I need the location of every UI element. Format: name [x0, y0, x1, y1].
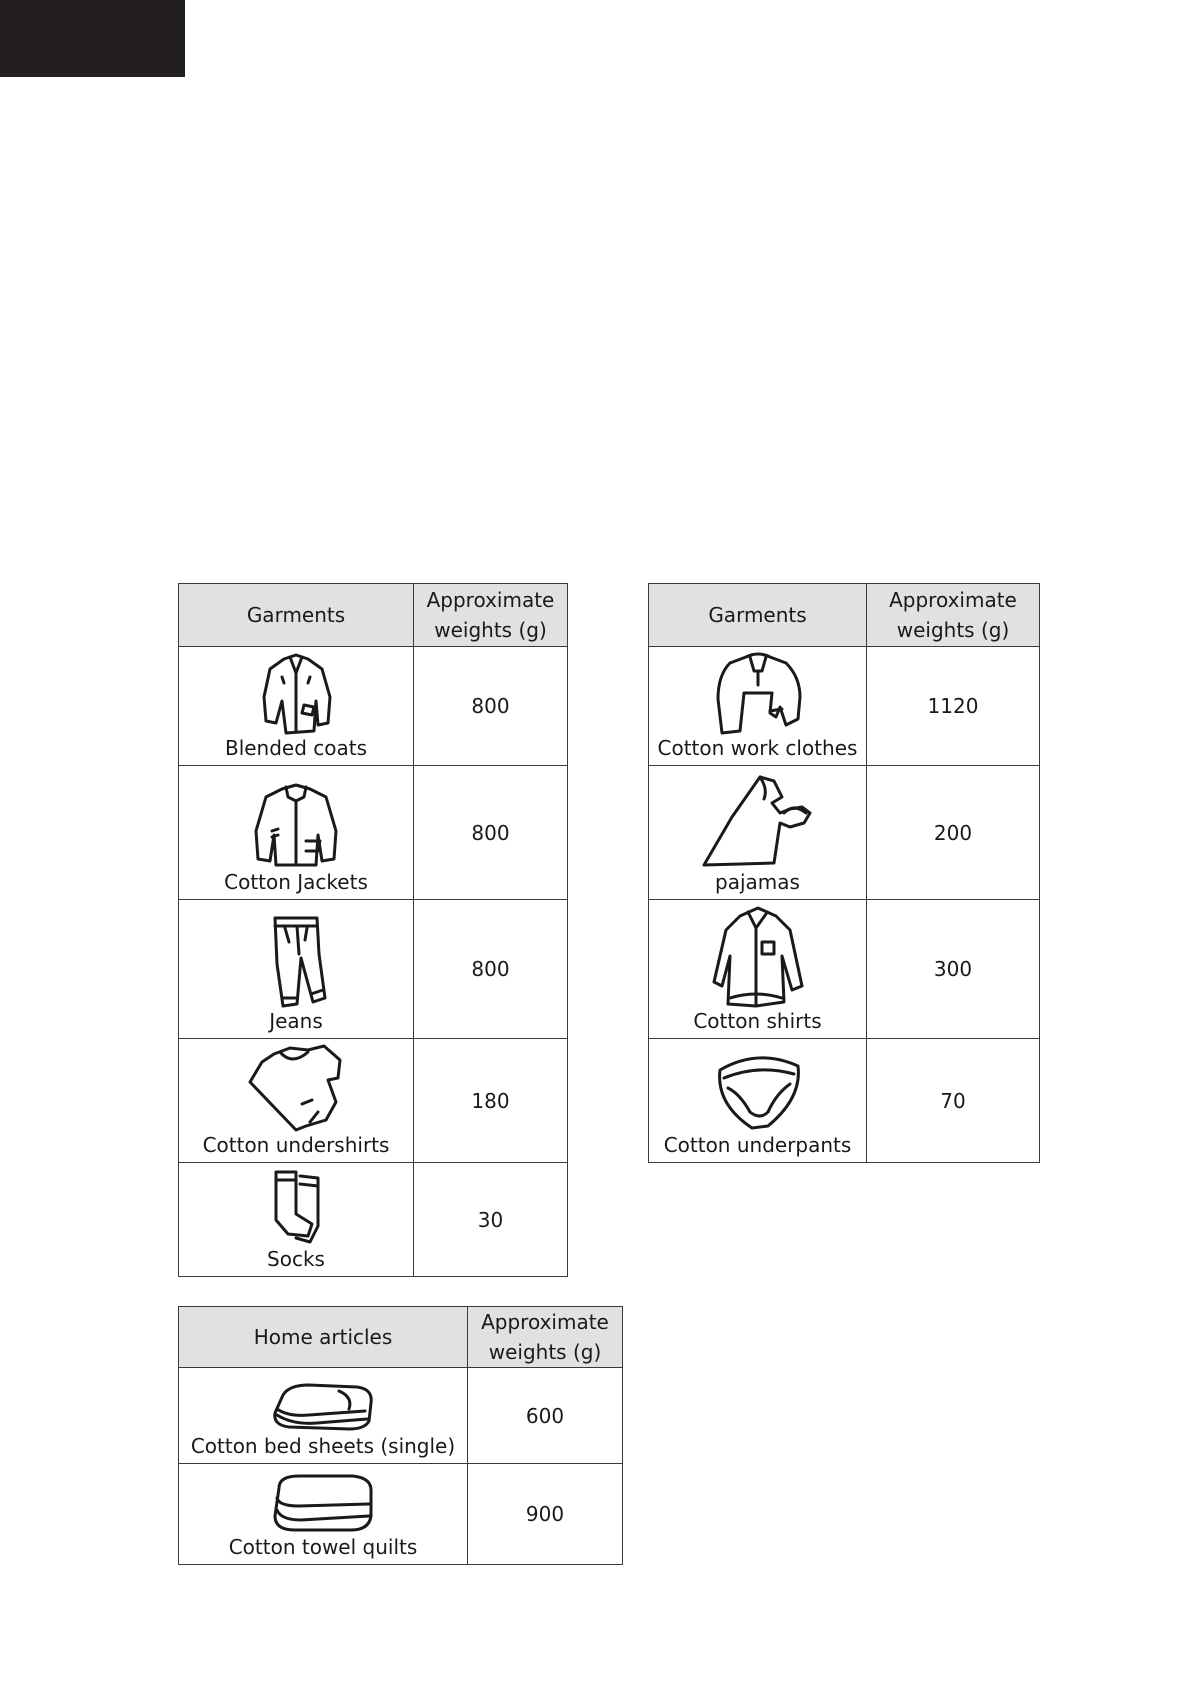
weight-value: 900: [468, 1464, 623, 1565]
weight-column-header: [414, 584, 568, 647]
shirt-icon: [710, 906, 806, 1008]
coat-icon: [256, 653, 336, 735]
weight-header-line2: weights (g): [896, 618, 1010, 642]
work-clothes-icon: [710, 651, 806, 735]
table-row: [179, 766, 568, 900]
table-row: [179, 1464, 623, 1565]
weight-header-line2: weights (g): [488, 1340, 602, 1364]
home-article-cell: [179, 1464, 468, 1565]
undershirt-icon: [246, 1044, 346, 1132]
weight-column-header: [468, 1307, 623, 1368]
jacket-icon: [250, 781, 342, 869]
table-row: [179, 900, 568, 1039]
garment-label: Cotton shirts: [693, 1009, 822, 1033]
garment-cell: [179, 647, 414, 766]
garment-cell: [179, 766, 414, 900]
socks-icon: [266, 1166, 326, 1246]
garment-label: Blended coats: [224, 736, 368, 760]
garment-cell: [179, 1039, 414, 1163]
home-article-label: Cotton towel quilts: [228, 1535, 418, 1559]
weight-value: 70: [867, 1039, 1040, 1163]
corner-block: [0, 0, 185, 77]
garment-label: Socks: [267, 1247, 325, 1271]
weight-header-line1: Approximate: [481, 1310, 609, 1334]
weight-value: 30: [414, 1163, 568, 1277]
underpants-icon: [710, 1048, 806, 1132]
garment-label: Jeans: [269, 1009, 323, 1033]
towel-quilt-icon: [269, 1472, 377, 1534]
weight-header-line2: weights (g): [434, 618, 547, 642]
home-articles-column-header: Home articles: [179, 1307, 468, 1368]
table-row: [179, 647, 568, 766]
weight-header-line1: Approximate: [889, 588, 1017, 612]
weight-value: 800: [414, 647, 568, 766]
table-header-row: [649, 584, 1040, 647]
garments-table-left: [178, 583, 568, 1277]
weight-value: 200: [867, 766, 1040, 900]
weight-value: 600: [468, 1368, 623, 1464]
bed-sheets-icon: [269, 1381, 377, 1433]
garments-column-header: Garments: [179, 584, 414, 647]
home-articles-table: [178, 1306, 623, 1565]
garments-table-right: [648, 583, 1040, 1163]
garment-cell: [179, 1163, 414, 1277]
garment-cell: [649, 766, 867, 900]
garments-column-header: Garments: [649, 584, 867, 647]
garment-label: Cotton Jackets: [224, 870, 368, 894]
weight-value: 1120: [867, 647, 1040, 766]
garment-cell: [649, 647, 867, 766]
weight-value: 800: [414, 766, 568, 900]
weight-value: 300: [867, 900, 1040, 1039]
pajamas-icon: [698, 773, 818, 869]
garment-label: Cotton underpants: [663, 1133, 852, 1157]
weight-header-line1: Approximate: [426, 588, 555, 612]
weight-column-header: [867, 584, 1040, 647]
weight-value: 800: [414, 900, 568, 1039]
table-row: [179, 1039, 568, 1163]
garment-label: Cotton work clothes: [657, 736, 858, 760]
table-row: [179, 1368, 623, 1464]
home-article-cell: [179, 1368, 468, 1464]
table-header-row: [179, 584, 568, 647]
garment-label: pajamas: [715, 870, 800, 894]
table-row: [649, 647, 1040, 766]
table-header-row: [179, 1307, 623, 1368]
home-article-label: Cotton bed sheets (single): [190, 1434, 456, 1458]
table-row: [649, 900, 1040, 1039]
table-row: [649, 766, 1040, 900]
weight-value: 180: [414, 1039, 568, 1163]
jeans-icon: [261, 914, 331, 1008]
table-row: [179, 1163, 568, 1277]
garment-cell: [649, 900, 867, 1039]
garment-label: Cotton undershirts: [202, 1133, 390, 1157]
garment-cell: [179, 900, 414, 1039]
table-row: [649, 1039, 1040, 1163]
garment-cell: [649, 1039, 867, 1163]
